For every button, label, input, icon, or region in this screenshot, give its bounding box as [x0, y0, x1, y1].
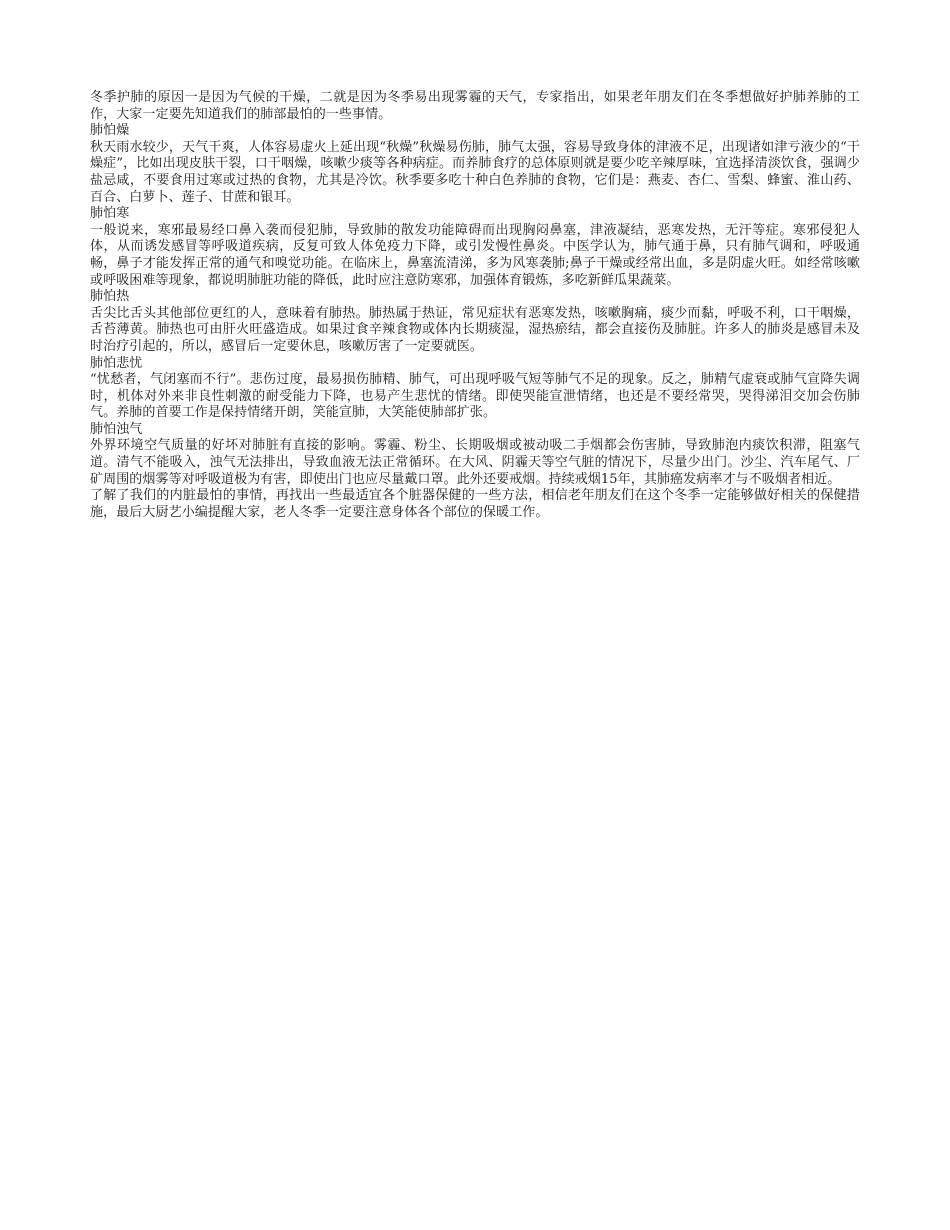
section-body-dryness: 秋天雨水较少，天气干爽，人体容易虚火上延出现“秋燥”秋燥易伤肺，肺气太强，容易导致身体的津液不足，出现诸如津亏液少的“干燥症”，比如出现皮肤干裂，口干咽燥，咳嗽少痰等各种病症。而养肺食疗的总体原则就是要少吃辛辣厚味，宜选择清淡饮食，强调少盐忌咸，不要食用过寒或过热的食物，尤其是冷饮。秋季要多吃十种白色养肺的食物，它们是：燕麦、杏仁、雪梨、蜂蜜、淮山药、百合、白萝卜、莲子、甘蔗和银耳。: [90, 139, 860, 205]
section-body-foul-air: 外界环境空气质量的好坏对肺脏有直接的影响。雾霾、粉尘、长期吸烟或被动吸二手烟都会伤害肺，导致肺泡内痰饮积滞，阻塞气道。清气不能吸入，浊气无法排出，导致血液无法正常循环。在大风、阴霾天等空气脏的情况下，尽量少出门。沙尘、汽车尾气、厂矿周围的烟雾等对呼吸道极为有害，即使出门也应尽量戴口罩。此外还要戒烟。持续戒烟15年，其肺癌发病率才与不吸烟者相近。: [90, 438, 860, 487]
section-heading-foul-air: 肺怕浊气: [90, 421, 143, 437]
section-heading-cold: 肺怕寒: [90, 206, 130, 222]
section-heading-heat: 肺怕热: [90, 289, 130, 305]
section-heading-dryness: 肺怕燥: [90, 123, 130, 139]
section-heading-sorrow: 肺怕悲忧: [90, 355, 143, 371]
intro-paragraph: 冬季护肺的原因一是因为气候的干燥，二就是因为冬季易出现雾霾的天气，专家指出，如果老年朋友们在冬季想做好护肺养肺的工作，大家一定要先知道我们的肺部最怕的一些事情。: [90, 90, 860, 122]
conclusion-paragraph: 了解了我们的内脏最怕的事情，再找出一些最适宜各个脏器保健的一些方法，相信老年朋友们在这个冬季一定能够做好相关的保健措施，最后大厨艺小编提醒大家，老人冬季一定要注意身体各个部位的保暖工作。: [90, 488, 860, 520]
section-body-sorrow: “忧愁者，气闭塞而不行”。悲伤过度，最易损伤肺精、肺气，可出现呼吸气短等肺气不足的现象。反之，肺精气虚衰或肺气宣降失调时，机体对外来非良性刺激的耐受能力下降，也易产生悲忧的情绪。即使哭能宣泄情绪，也还是不要经常哭，哭得涕泪交加会伤肺气。养肺的首要工作是保持情绪开朗，笑能宣肺，大笑能使肺部扩张。: [90, 372, 860, 421]
article: [90, 90, 860, 521]
section-body-cold: 一般说来，寒邪最易经口鼻入袭而侵犯肺，导致肺的散发功能障碍而出现胸闷鼻塞，津液凝结，恶寒发热，无汗等症。寒邪侵犯人体，从而诱发感冒等呼吸道疾病，反复可致人体免疫力下降，或引发慢性鼻炎。中医学认为，肺气通于鼻，只有肺气调和，呼吸通畅，鼻子才能发挥正常的通气和嗅觉功能。在临床上，鼻塞流清涕，多为风寒袭肺;鼻子干燥或经常出血，多是阴虚火旺。如经常咳嗽或呼吸困难等现象，都说明肺脏功能的降低，此时应注意防寒邪，加强体育锻炼，多吃新鲜瓜果蔬菜。: [90, 222, 860, 288]
section-body-heat: 舌尖比舌头其他部位更红的人，意味着有肺热。肺热属于热证，常见症状有恶寒发热，咳嗽胸痛，痰少而黏，呼吸不利，口干咽燥，舌苔薄黄。肺热也可由肝火旺盛造成。如果过食辛辣食物或体内长期痰湿，湿热瘀结，都会直接伤及肺脏。许多人的肺炎是感冒未及时治疗引起的，所以，感冒后一定要休息，咳嗽厉害了一定要就医。: [90, 305, 860, 354]
